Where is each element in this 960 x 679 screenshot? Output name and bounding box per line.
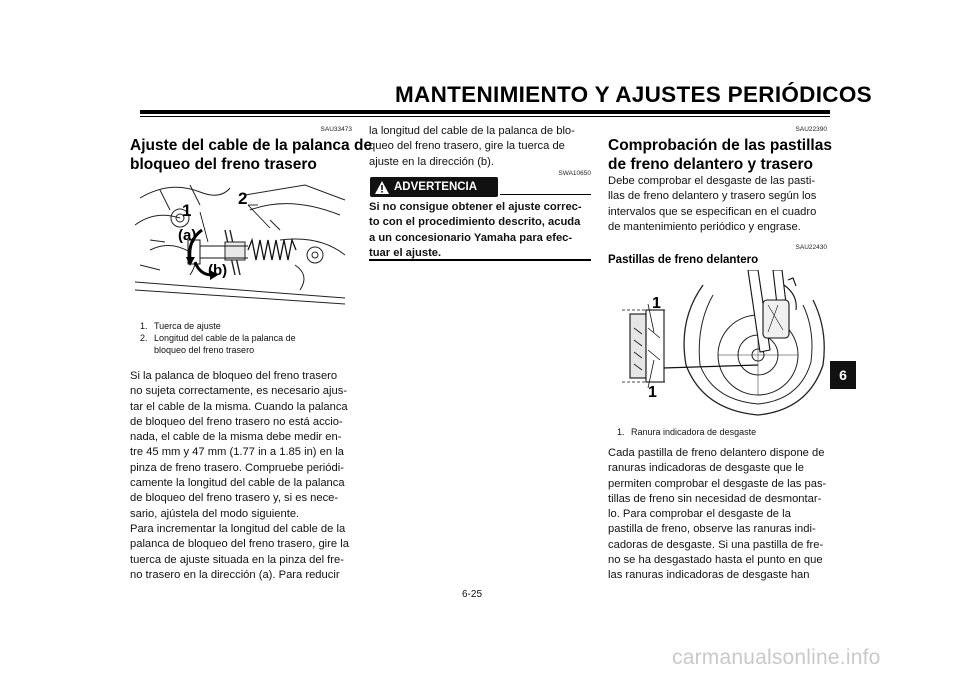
section-heading	[608, 136, 832, 174]
body-paragraph: Debe comprobar el desgaste de las pasti- llas de freno delantero y trasero según los intervalos que se especifican en el cuadro de mantenimiento periódico y engrase.	[608, 175, 817, 233]
warning-header-rule	[500, 194, 591, 195]
warning-text: Si no consigue obtener el ajuste correc- to con el procedimiento descrito, acuda a un concesionario Yamaha para efec- tuar el ajuste.	[369, 201, 582, 259]
watermark[interactable]: carmanualsonline.info	[672, 646, 881, 669]
figure-label-a: (a)	[178, 227, 197, 244]
figure-label-2: 2	[238, 189, 248, 208]
front-brake-pad-illustration	[608, 270, 830, 418]
chapter-tab[interactable]: 6	[830, 361, 856, 389]
warning-icon	[370, 180, 394, 195]
heading-line: Ajuste del cable de la palanca de	[130, 137, 373, 154]
warning-code: SWA10650	[558, 170, 591, 177]
brake-lever-cable-illustration	[130, 180, 352, 305]
heading-line: bloqueo del freno trasero	[130, 156, 317, 173]
header-rule-thin	[140, 116, 830, 117]
caption-item: 1. Ranura indicadora de desgaste	[617, 427, 757, 437]
figure-label-b: (b)	[208, 262, 228, 279]
body-paragraph: la longitud del cable de la palanca de blo- queo del freno trasero, gire la tuerca de ajuste en la dirección (b).	[369, 125, 575, 168]
warning-label: ADVERTENCIA	[394, 181, 478, 193]
section-code: SAU22430	[795, 244, 827, 251]
figure-caption-list	[617, 426, 829, 438]
body-paragraph: Cada pastilla de freno delantero dispone de ranuras indicadoras de desgaste que le permiten comprobar el desgaste de las pas- tillas de freno sin necesidad de desmontar- lo. Para comprobar el desgaste de la pastilla de freno, observe las ranuras indi- cadoras de desgaste. Si una pastilla de fre- no se ha desgastado hasta el punto en que las ranuras indicadoras de desgaste han	[608, 447, 827, 582]
warning-badge	[370, 177, 498, 197]
page-number: 6-25	[462, 589, 483, 600]
figure-caption-list	[140, 320, 352, 356]
caption-item: 1. Tuerca de ajuste	[140, 321, 221, 331]
heading-line: Comprobación de las pastillas	[608, 137, 832, 154]
warning-footer-rule	[369, 259, 591, 261]
header-rule	[140, 110, 830, 114]
caption-item: 2. Longitud del cable de la palanca de	[140, 333, 296, 343]
body-paragraph: Si la palanca de bloqueo del freno trasero no sujeta correctamente, es necesario ajus- tar el cable de la misma. Cuando la palanca de bloqueo del freno trasero no está accio- nada, el cable de la misma debe medir en- tre 45 mm y 47 mm (1.77 in a 1.85 in) en la pinza de freno trasero. Compruebe periódi- camente la longitud del cable de la palanca de bloqueo del freno trasero y, si es nece- sario, ajústela del modo siguiente. Para incrementar la longitud del cable de la palanca de bloqueo del freno trasero, gire la tuerca de ajuste situada en la pinza del fre- no trasero en la dirección (a). Para reducir	[130, 370, 349, 581]
section-code: SAU33473	[320, 126, 352, 133]
heading-line: de freno delantero y trasero	[608, 156, 814, 173]
subsection-heading: Pastillas de freno delantero	[608, 254, 759, 266]
section-code: SAU22390	[795, 126, 827, 133]
figure-label-1-top: 1	[652, 295, 661, 312]
caption-item: bloqueo del freno trasero	[154, 345, 255, 355]
section-heading	[130, 136, 372, 174]
figure-label-1-bottom: 1	[648, 384, 657, 401]
figure-label-1: 1	[182, 201, 192, 220]
page-header-title: MANTENIMIENTO Y AJUSTES PERIÓDICOS	[395, 82, 872, 107]
